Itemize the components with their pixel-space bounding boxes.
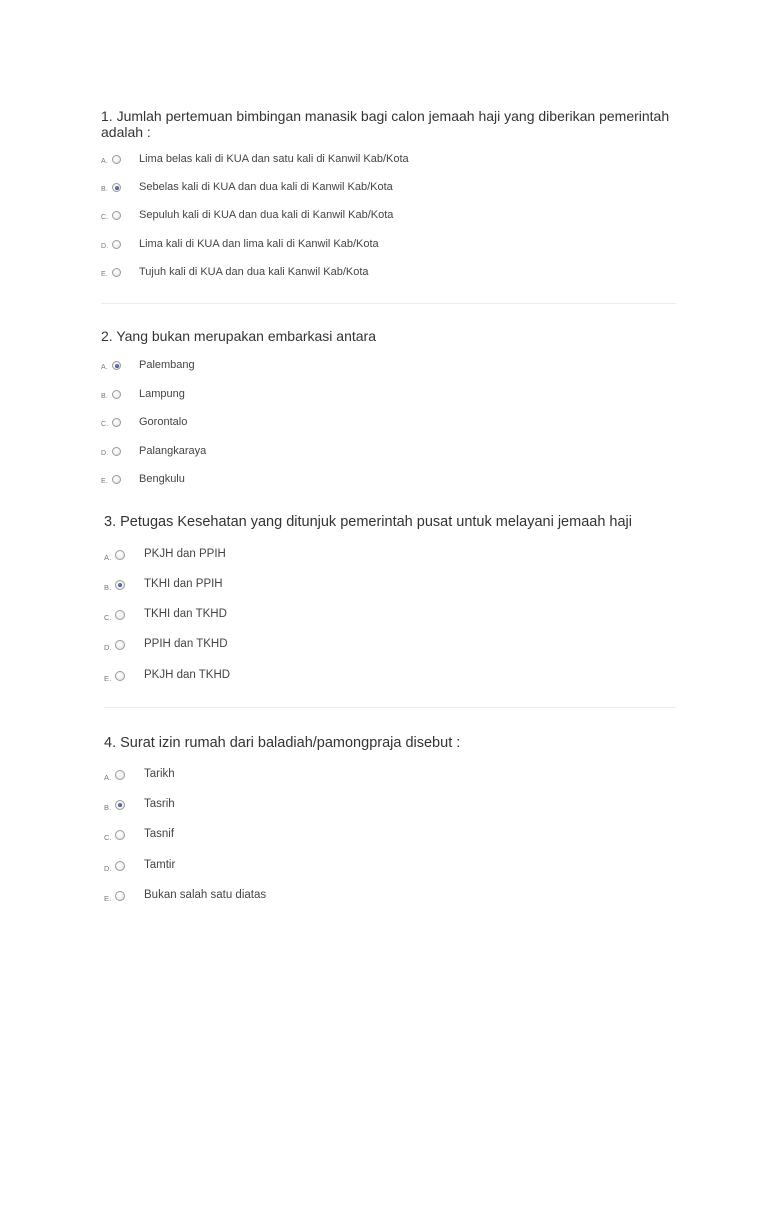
option-letter: E.: [104, 674, 112, 683]
option-letter: D.: [104, 864, 112, 873]
option-letter: E.: [101, 478, 109, 485]
option-letter: C.: [101, 421, 109, 428]
option-letter: B.: [101, 186, 109, 193]
option-letter: D.: [101, 450, 109, 457]
radio-button[interactable]: [112, 268, 121, 277]
option-label: PKJH dan PPIH: [144, 548, 226, 560]
option-label: Palembang: [139, 359, 195, 371]
radio-button[interactable]: [112, 390, 121, 399]
radio-button[interactable]: [112, 155, 121, 164]
radio-button[interactable]: [115, 830, 125, 840]
option-label: Lima kali di KUA dan lima kali di Kanwil Kab/Kota: [139, 238, 379, 250]
question-title: 2. Yang bukan merupakan embarkasi antara: [101, 328, 377, 344]
radio-button[interactable]: [112, 211, 121, 220]
question-3: [104, 514, 704, 683]
divider: [101, 303, 676, 304]
radio-button[interactable]: [112, 418, 121, 427]
radio-button[interactable]: [115, 640, 125, 650]
option-letter: A.: [101, 364, 109, 371]
option-letter: C.: [101, 214, 109, 221]
option-letter: C.: [104, 613, 112, 622]
option-label: PKJH dan TKHD: [144, 669, 231, 681]
option-label: Bukan salah satu diatas: [144, 889, 267, 901]
option-letter: A.: [101, 158, 109, 165]
option-letter: E.: [104, 894, 112, 903]
question-2: [101, 328, 681, 485]
radio-button[interactable]: [112, 240, 121, 249]
option-label: Gorontalo: [139, 416, 188, 428]
option-label: Tasrih: [144, 798, 175, 810]
option-letter: A.: [104, 773, 112, 782]
question-4: [104, 735, 704, 903]
option-letter: B.: [101, 393, 109, 400]
question-title: 1. Jumlah pertemuan bimbingan manasik bagi calon jemaah haji yang diberikan pemerintah adalah :: [101, 108, 670, 140]
question-1: [101, 108, 681, 278]
option-letter: A.: [104, 553, 112, 562]
divider: [104, 707, 676, 708]
option-label: Palangkaraya: [139, 445, 207, 457]
option-letter: E.: [101, 271, 109, 278]
radio-button[interactable]: [115, 550, 125, 560]
option-label: Sebelas kali di KUA dan dua kali di Kanwil Kab/Kota: [139, 181, 393, 193]
option-label: PPIH dan TKHD: [144, 638, 228, 650]
option-label: TKHI dan TKHD: [144, 608, 227, 620]
radio-button[interactable]: [112, 447, 121, 456]
option-label: TKHI dan PPIH: [144, 578, 223, 590]
radio-button[interactable]: [112, 475, 121, 484]
radio-button[interactable]: [115, 891, 125, 901]
option-label: Tujuh kali di KUA dan dua kali Kanwil Kab/Kota: [139, 266, 369, 278]
radio-button[interactable]: [115, 610, 125, 620]
option-label: Bengkulu: [139, 473, 185, 485]
radio-button[interactable]: [112, 183, 121, 192]
option-label: Lima belas kali di KUA dan satu kali di Kanwil Kab/Kota: [139, 153, 409, 165]
radio-button[interactable]: [115, 861, 125, 871]
option-letter: D.: [104, 643, 112, 652]
option-label: Tarikh: [144, 768, 175, 780]
radio-button[interactable]: [112, 361, 121, 370]
option-letter: D.: [101, 243, 109, 250]
radio-button[interactable]: [115, 770, 125, 780]
option-letter: C.: [104, 833, 112, 842]
option-letter: B.: [104, 583, 112, 592]
option-label: Lampung: [139, 388, 185, 400]
option-letter: B.: [104, 803, 112, 812]
question-title: 3. Petugas Kesehatan yang ditunjuk pemerintah pusat untuk melayani jemaah haji: [104, 514, 632, 530]
radio-button[interactable]: [115, 671, 125, 681]
radio-button[interactable]: [115, 580, 125, 590]
option-label: Sepuluh kali di KUA dan dua kali di Kanwil Kab/Kota: [139, 209, 394, 221]
radio-button[interactable]: [115, 800, 125, 810]
option-label: Tasnif: [144, 828, 175, 840]
option-label: Tamtir: [144, 859, 176, 871]
question-title: 4. Surat izin rumah dari baladiah/pamongpraja disebut :: [104, 735, 461, 751]
